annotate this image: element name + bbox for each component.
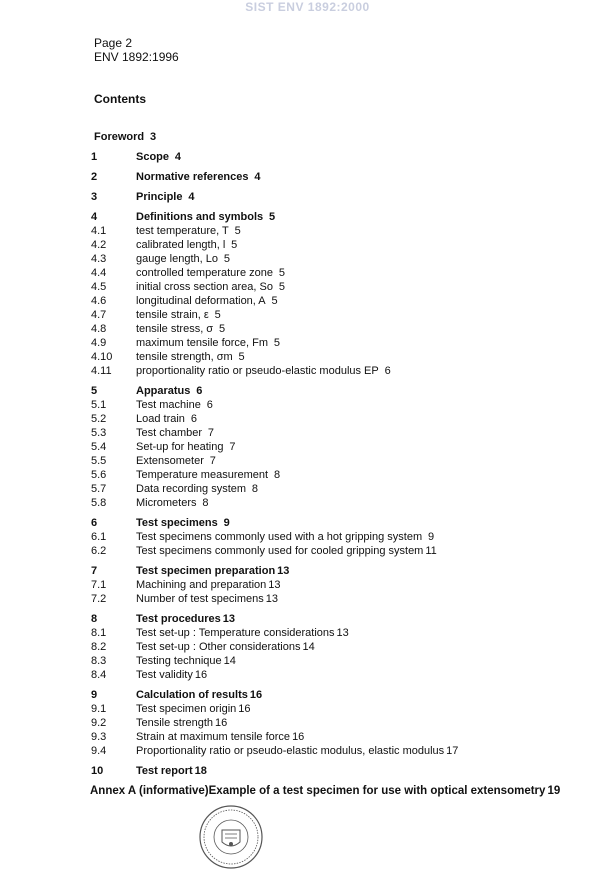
toc-entry-number: 6.1	[91, 531, 107, 543]
toc-entry-title: Machining and preparation	[136, 579, 267, 591]
toc-entry-number: 9.4	[91, 745, 107, 757]
toc-entry-page: 6	[190, 413, 197, 425]
toc-entry-page: 5	[231, 239, 238, 251]
toc-entry-page: 5	[223, 253, 230, 265]
toc-entry-page: 6	[384, 365, 391, 377]
toc-entry-title: Test specimens	[136, 517, 218, 529]
toc-entry-title: tensile strain, ε	[136, 309, 209, 321]
toc-entry-number: 8.3	[91, 655, 107, 667]
toc-entry-page: 7	[229, 441, 236, 453]
toc-entry-number: 5.8	[91, 497, 107, 509]
toc-entry-page: 11	[425, 545, 437, 557]
toc-entry-title: Test set-up : Other considerations	[136, 641, 301, 653]
toc-entry-page: 13	[336, 627, 349, 639]
toc-entry-title: Extensometer	[136, 455, 204, 467]
toc-entry-number: 1	[91, 151, 98, 163]
toc-entry-title: Definitions and symbols	[136, 211, 264, 223]
toc-entry-number: 8.2	[91, 641, 107, 653]
toc-entry-page: 6	[206, 399, 213, 411]
toc-entry-page: 14	[223, 655, 236, 667]
toc-entry-title: Foreword	[94, 131, 145, 143]
toc-entry-number: 6.2	[91, 545, 107, 557]
toc-entry-title: Normative references	[136, 171, 249, 183]
toc-entry-number: 7.1	[91, 579, 107, 591]
toc-entry-number: 9.3	[91, 731, 107, 743]
toc-entry-page: 5	[238, 351, 245, 363]
toc-entry-title: Data recording system	[136, 483, 247, 495]
toc-entry-page: 14	[302, 641, 315, 653]
toc-entry-number: 5.2	[91, 413, 107, 425]
toc-entry-number: 5.7	[91, 483, 107, 495]
toc-entry-title: Load train	[136, 413, 185, 425]
toc-entry-title: tensile strength, σm	[136, 351, 233, 363]
toc-entry-number: 4.6	[91, 295, 107, 307]
toc-entry-title: Proportionality ratio or pseudo-elastic modulus, elastic modulus	[136, 745, 445, 757]
standard-id: ENV 1892:1996	[94, 50, 179, 64]
toc-entry-page: 18	[194, 765, 207, 777]
toc-entry-page: 16	[215, 717, 228, 729]
toc-entry-title: Calculation of results	[136, 689, 248, 701]
toc-entry-number: 9.2	[91, 717, 107, 729]
toc-entry-title: Apparatus	[136, 385, 191, 397]
toc-entry-page: 5	[234, 225, 241, 237]
toc-entry-number: 5.5	[91, 455, 107, 467]
toc-entry-page: 13	[277, 565, 290, 577]
toc-entry-page: 17	[446, 745, 459, 757]
toc-entry-title: Test machine	[136, 399, 201, 411]
toc-entry-title: Test validity	[136, 669, 193, 681]
toc-entry-title: proportionality ratio or pseudo-elastic modulus EP	[136, 365, 379, 377]
toc-entry-title: maximum tensile force, Fm	[136, 337, 269, 349]
toc-entry-title: Number of test specimens	[136, 593, 264, 605]
toc-entry-title: Test report	[136, 765, 193, 777]
toc-entry-number: 5	[91, 385, 98, 397]
toc-entry-number: 9.1	[91, 703, 107, 715]
toc-entry-page: 9	[223, 517, 230, 529]
toc-entry-page: 5	[273, 337, 281, 349]
toc-entry-page: 19	[547, 785, 561, 797]
toc-entry-title: tensile stress, σ	[136, 323, 214, 335]
toc-entry-page: 4	[174, 151, 182, 163]
toc-entry-page: 6	[196, 385, 203, 397]
toc-entry-number: 7.2	[91, 593, 107, 605]
toc-entry-title: Test specimens commonly used for cooled gripping system	[136, 545, 424, 557]
toc-entry-title: Principle	[136, 191, 183, 203]
toc-entry-page: 7	[207, 427, 215, 439]
toc-entry-title: Test procedures	[136, 613, 221, 625]
toc-entry-title: longitudinal deformation, A	[136, 295, 266, 307]
toc-entry-title: Test specimen preparation	[136, 565, 276, 577]
toc-entry-number: 7	[91, 565, 98, 577]
toc-entry-page: 16	[292, 731, 305, 743]
toc-entry-title: Test specimens commonly used with a hot gripping system	[136, 531, 423, 543]
toc-entry-number: 4.1	[91, 225, 107, 237]
toc-entry-page: 16	[194, 669, 208, 681]
toc-entry-title: Tensile strength	[136, 717, 214, 729]
toc-entry-number: 4.3	[91, 253, 107, 265]
toc-entry-page: 5	[269, 211, 276, 223]
toc-entry-page: 16	[249, 689, 263, 701]
toc-entry-page: 13	[268, 579, 281, 591]
toc-entry-title: calibrated length, l	[136, 239, 226, 251]
toc-entry-number: 2	[91, 171, 98, 183]
toc-entry-number: 4.10	[91, 351, 113, 363]
toc-entry-number: 4.11	[91, 365, 112, 377]
toc-entry-page: 4	[188, 191, 195, 203]
watermark: SIST ENV 1892:2000	[245, 0, 370, 14]
toc-entry-number: 4	[91, 211, 98, 223]
toc-entry-number: 4.9	[91, 337, 107, 349]
toc-entry-page: 4	[254, 171, 261, 183]
toc-entry-page: 8	[202, 497, 209, 509]
page-number: Page 2	[94, 36, 133, 50]
toc-entry-title: Strain at maximum tensile force	[136, 731, 291, 743]
toc-entry-title: Test specimen origin	[136, 703, 237, 715]
toc-entry-number: 8.1	[91, 627, 107, 639]
toc-entry-title: Micrometers	[136, 497, 197, 509]
toc-entry-page: 5	[278, 281, 285, 293]
toc-entry-title: Annex A (informative)Example of a test specimen for use with optical extensometry	[90, 785, 546, 797]
toc-entry-page: 8	[251, 483, 259, 495]
toc-entry-number: 4.2	[91, 239, 107, 251]
toc-entry-page: 5	[271, 295, 278, 307]
contents-title: Contents	[94, 92, 146, 106]
toc-entry-page: 5	[278, 267, 285, 279]
toc-entry-number: 4.5	[91, 281, 107, 293]
toc-entry-page: 7	[209, 455, 216, 467]
toc-entry-title: controlled temperature zone	[136, 267, 273, 279]
toc-entry-number: 4.7	[91, 309, 107, 321]
toc-entry-number: 10	[91, 765, 104, 777]
toc-entry-page: 13	[222, 613, 236, 625]
toc-entry-page: 5	[214, 309, 221, 321]
toc-entry-number: 9	[91, 689, 98, 701]
toc-entry-title: Test set-up : Temperature considerations	[136, 627, 335, 639]
toc-entry-page: 3	[150, 131, 157, 143]
toc-entry-page: 5	[218, 323, 226, 335]
official-seal-icon	[198, 804, 264, 870]
toc-entry-number: 8	[91, 613, 98, 625]
toc-entry-number: 6	[91, 517, 98, 529]
toc-entry-number: 5.3	[91, 427, 107, 439]
toc-entry-number: 3	[91, 191, 98, 203]
toc-entry-number: 5.6	[91, 469, 107, 481]
toc-entry-title: Scope	[136, 151, 170, 163]
toc-entry-title: initial cross section area, So	[136, 281, 273, 293]
toc-entry-number: 8.4	[91, 669, 107, 681]
toc-entry-title: Testing technique	[136, 655, 222, 667]
toc-entry-title: Set-up for heating	[136, 441, 224, 453]
toc-entry-page: 13	[265, 593, 279, 605]
toc-entry-number: 5.1	[91, 399, 107, 411]
toc-entry-title: Temperature measurement	[136, 469, 269, 481]
toc-entry-title: test temperature, T	[136, 225, 229, 237]
toc-entry-page: 9	[428, 531, 435, 543]
toc-entry-title: Test chamber	[136, 427, 203, 439]
toc-entry-title: gauge length, Lo	[136, 253, 218, 265]
toc-entry-number: 5.4	[91, 441, 107, 453]
toc-entry-page: 8	[273, 469, 281, 481]
toc-entry-number: 4.8	[91, 323, 107, 335]
toc-entry-page: 16	[238, 703, 251, 715]
toc-entry-number: 4.4	[91, 267, 107, 279]
